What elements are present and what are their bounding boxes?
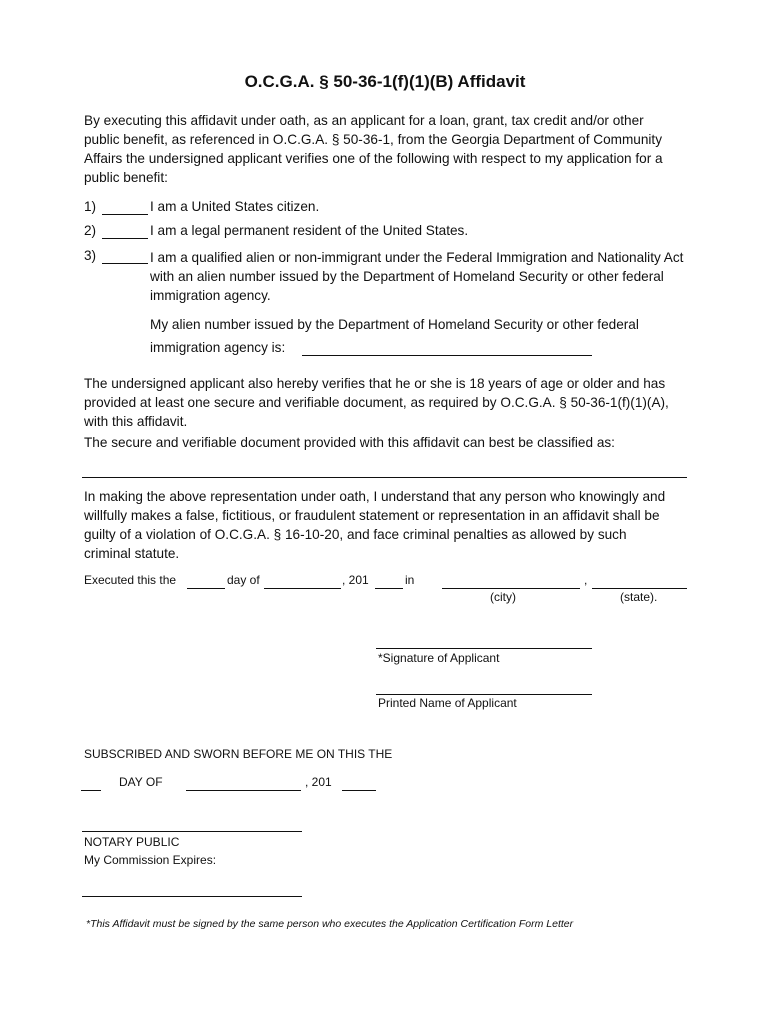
notary-title: NOTARY PUBLIC [84, 835, 180, 849]
signature-label: *Signature of Applicant [378, 651, 500, 665]
option-1-text: I am a United States citizen. [150, 199, 320, 214]
intro-line: By executing this affidavit under oath, as an applicant for a loan, grant, tax credit and/or other [84, 113, 644, 128]
option-3-line: with an alien number issued by the Department of Homeland Security or other federal [150, 269, 664, 284]
oath-line: guilty of a violation of O.C.G.A. § 16-10-20, and face criminal penalties as allowed by such [84, 527, 627, 542]
executed-state-field[interactable] [592, 588, 687, 589]
oath-paragraph [84, 487, 685, 563]
printed-name-field[interactable] [376, 694, 592, 695]
printed-name-label: Printed Name of Applicant [378, 696, 517, 710]
age-paragraph [84, 374, 685, 431]
executed-year-prefix: , 201 [342, 573, 369, 587]
option-3-text [150, 248, 688, 305]
intro-paragraph [84, 111, 685, 187]
city-caption: (city) [490, 590, 516, 604]
oath-line: willfully makes a false, fictitious, or fraudulent statement or representation in an affidavit shall be [84, 508, 660, 523]
sworn-month-field[interactable] [186, 790, 301, 791]
option-3-number: 3) [84, 248, 97, 263]
commission-expires: My Commission Expires: [84, 853, 217, 867]
executed-in: in [405, 573, 415, 587]
sworn-year-prefix: , 201 [305, 775, 332, 789]
age-line: provided at least one secure and verifiable document, as required by O.C.G.A. § 50-36-1(f)(1)(A), [84, 395, 669, 410]
executed-city-field[interactable] [442, 588, 580, 589]
sworn-heading: SUBSCRIBED AND SWORN BEFORE ME ON THIS THE [84, 747, 393, 761]
option-3-blank[interactable] [102, 263, 148, 264]
alien-number-label-line2: immigration agency is: [150, 340, 286, 355]
oath-line: In making the above representation under oath, I understand that any person who knowingly and [84, 489, 666, 504]
executed-day-of: day of [227, 573, 260, 587]
page-title: O.C.G.A. § 50-36-1(f)(1)(B) Affidavit [244, 72, 526, 91]
commission-expiry-field[interactable] [82, 896, 302, 897]
oath-line: criminal statute. [84, 546, 180, 561]
executed-month-field[interactable] [264, 588, 341, 589]
option-2-number: 2) [84, 223, 97, 238]
option-3-line: I am a qualified alien or non-immigrant under the Federal Immigration and Nationality Act [150, 250, 684, 265]
sworn-day-of: DAY OF [119, 775, 163, 789]
executed-day-field[interactable] [187, 588, 225, 589]
document-classification-field[interactable] [82, 477, 687, 478]
executed-comma: , [584, 573, 588, 587]
intro-line: public benefit, as referenced in O.C.G.A. § 50-36-1, from the Georgia Department of Community [84, 132, 663, 147]
intro-line: Affairs the undersigned applicant verifies one of the following with respect to my application for a [84, 151, 663, 166]
executed-year-field[interactable] [375, 588, 403, 589]
footnote: *This Affidavit must be signed by the same person who executes the Application Certification Form Letter [86, 918, 574, 930]
option-3-line: immigration agency. [150, 288, 271, 303]
signature-field[interactable] [376, 648, 592, 649]
sworn-day-field[interactable] [81, 790, 101, 791]
option-1-blank[interactable] [102, 214, 148, 215]
executed-prefix: Executed this the [84, 573, 177, 587]
notary-signature-field[interactable] [82, 831, 302, 832]
option-1-number: 1) [84, 199, 97, 214]
option-2-text: I am a legal permanent resident of the United States. [150, 223, 469, 238]
age-line: with this affidavit. [84, 414, 188, 429]
sworn-year-field[interactable] [342, 790, 376, 791]
intro-line: public benefit: [84, 170, 168, 185]
age-line: The undersigned applicant also hereby verifies that he or she is 18 years of age or older and has [84, 376, 666, 391]
document-prompt: The secure and verifiable document provided with this affidavit can best be classified as: [84, 435, 615, 450]
alien-number-field[interactable] [302, 355, 592, 356]
state-caption: (state). [620, 590, 658, 604]
alien-number-label-line1: My alien number issued by the Department of Homeland Security or other federal [150, 317, 639, 332]
option-2-blank[interactable] [102, 238, 148, 239]
